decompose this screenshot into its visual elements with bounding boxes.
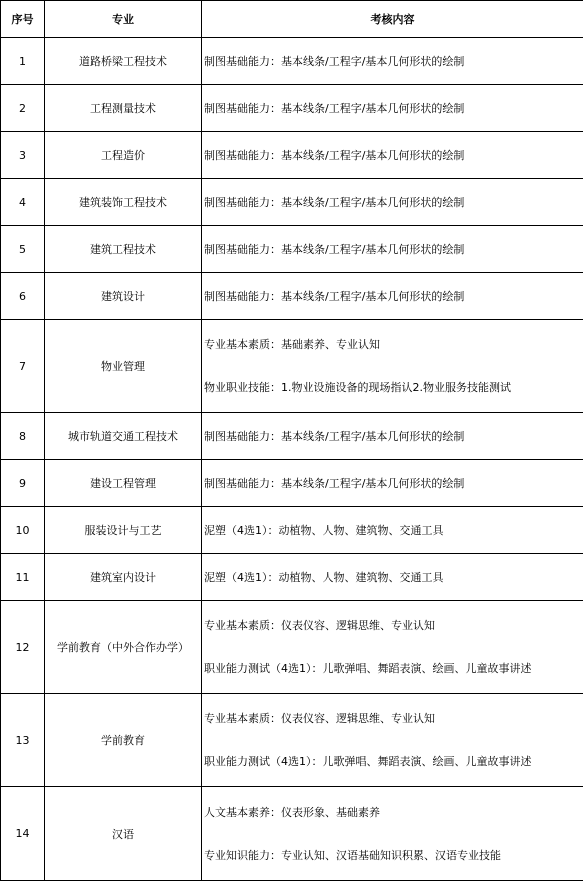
exam-content xyxy=(202,413,583,460)
table-row xyxy=(1,460,583,507)
header-row xyxy=(1,1,583,38)
major-name: 建筑设计 xyxy=(45,273,202,320)
row-number: 5 xyxy=(1,226,45,273)
table-row xyxy=(1,179,583,226)
exam-content xyxy=(202,787,583,881)
row-number: 13 xyxy=(1,694,45,787)
major-name: 汉语 xyxy=(45,787,202,881)
exam-content-line: 物业职业技能：1.物业设施设备的现场指认2.物业服务技能测试 xyxy=(204,381,511,394)
exam-content xyxy=(202,320,583,413)
row-number: 10 xyxy=(1,507,45,554)
exam-content xyxy=(202,694,583,787)
exam-content xyxy=(202,273,583,320)
exam-content-line: 制图基础能力：基本线条/工程字/基本几何形状的绘制 xyxy=(204,101,465,115)
exam-content-line: 泥塑（4选1）：动植物、人物、建筑物、交通工具 xyxy=(204,523,444,537)
exam-content xyxy=(202,554,583,601)
table-body xyxy=(1,38,583,881)
header-no: 序号 xyxy=(1,1,45,38)
exam-content-line: 制图基础能力：基本线条/工程字/基本几何形状的绘制 xyxy=(204,476,465,490)
major-name: 道路桥梁工程技术 xyxy=(45,38,202,85)
major-name: 建筑室内设计 xyxy=(45,554,202,601)
major-name: 学前教育 xyxy=(45,694,202,787)
row-number: 12 xyxy=(1,601,45,694)
exam-content-line: 制图基础能力：基本线条/工程字/基本几何形状的绘制 xyxy=(204,429,465,443)
exam-content-line: 人文基本素养：仪表形象、基础素养 xyxy=(204,805,380,819)
table-row xyxy=(1,226,583,273)
exam-content xyxy=(202,226,583,273)
row-number: 8 xyxy=(1,413,45,460)
exam-content xyxy=(202,507,583,554)
exam-content-line: 专业基本素质：仪表仪容、逻辑思维、专业认知 xyxy=(204,712,435,725)
exam-content-line: 制图基础能力：基本线条/工程字/基本几何形状的绘制 xyxy=(204,195,465,209)
table-row xyxy=(1,273,583,320)
row-number: 4 xyxy=(1,179,45,226)
exam-content xyxy=(202,132,583,179)
exam-content xyxy=(202,85,583,132)
row-number: 1 xyxy=(1,38,45,85)
table-row xyxy=(1,554,583,601)
exam-content xyxy=(202,179,583,226)
row-number: 3 xyxy=(1,132,45,179)
major-name: 学前教育（中外合作办学） xyxy=(45,601,202,694)
table-row xyxy=(1,694,583,787)
major-name: 工程造价 xyxy=(45,132,202,179)
exam-content xyxy=(202,601,583,694)
table-row xyxy=(1,38,583,85)
table-row xyxy=(1,413,583,460)
major-name: 工程测量技术 xyxy=(45,85,202,132)
table-row xyxy=(1,320,583,413)
header-major: 专业 xyxy=(45,1,202,38)
exam-content-line: 制图基础能力：基本线条/工程字/基本几何形状的绘制 xyxy=(204,54,465,68)
exam-content xyxy=(202,460,583,507)
major-name: 建筑装饰工程技术 xyxy=(45,179,202,226)
row-number: 6 xyxy=(1,273,45,320)
table-row xyxy=(1,787,583,881)
table-row xyxy=(1,601,583,694)
exam-content-line: 专业知识能力：专业认知、汉语基础知识积累、汉语专业技能 xyxy=(204,848,501,862)
exam-content-line: 制图基础能力：基本线条/工程字/基本几何形状的绘制 xyxy=(204,148,465,162)
exam-content-line: 职业能力测试（4选1）：儿歌弹唱、舞蹈表演、绘画、儿童故事讲述 xyxy=(204,662,532,675)
exam-content-line: 专业基本素质：基础素养、专业认知 xyxy=(204,338,380,351)
row-number: 9 xyxy=(1,460,45,507)
major-name: 城市轨道交通工程技术 xyxy=(45,413,202,460)
exam-content-line: 专业基本素质：仪表仪容、逻辑思维、专业认知 xyxy=(204,619,435,632)
row-number: 2 xyxy=(1,85,45,132)
exam-content xyxy=(202,38,583,85)
major-name: 物业管理 xyxy=(45,320,202,413)
exam-content-line: 职业能力测试（4选1）：儿歌弹唱、舞蹈表演、绘画、儿童故事讲述 xyxy=(204,755,532,768)
table-row xyxy=(1,507,583,554)
table-row xyxy=(1,132,583,179)
exam-content-line: 泥塑（4选1）：动植物、人物、建筑物、交通工具 xyxy=(204,570,444,584)
row-number: 11 xyxy=(1,554,45,601)
major-name: 服装设计与工艺 xyxy=(45,507,202,554)
major-name: 建筑工程技术 xyxy=(45,226,202,273)
row-number: 7 xyxy=(1,320,45,413)
major-name: 建设工程管理 xyxy=(45,460,202,507)
exam-content-line: 制图基础能力：基本线条/工程字/基本几何形状的绘制 xyxy=(204,242,465,256)
table-row xyxy=(1,85,583,132)
header-content: 考核内容 xyxy=(202,1,583,38)
exam-content-line: 制图基础能力：基本线条/工程字/基本几何形状的绘制 xyxy=(204,289,465,303)
row-number: 14 xyxy=(1,787,45,881)
